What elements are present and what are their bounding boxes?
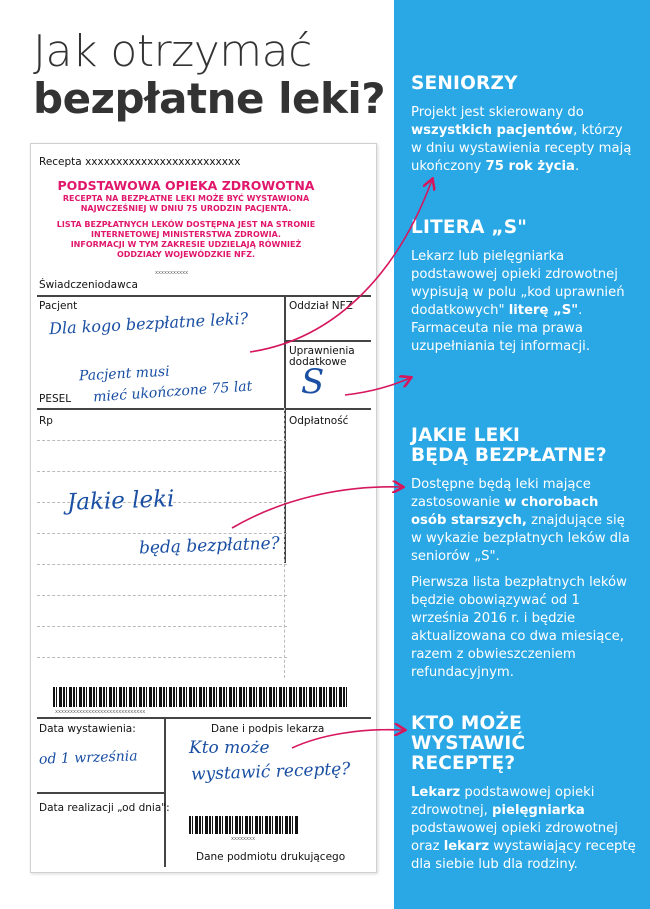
pacjent-label: Pacjent — [39, 300, 78, 312]
swiadczeniodawca-label: Świadczeniodawca — [39, 279, 138, 291]
stamp-line4: INTERNETOWEJ MINISTERSTWA ZDROWIA. — [91, 230, 281, 239]
divider — [37, 295, 371, 297]
info-panel — [394, 0, 650, 909]
recepta-label: Recepta xxxxxxxxxxxxxxxxxxxxxxxxx — [39, 156, 241, 168]
section-jakie — [411, 426, 636, 690]
section-heading: LITERA „S" — [411, 217, 528, 238]
handwritten-answer-line1: Pacjent musi — [78, 363, 171, 385]
page-title-line2: bezpłatne leki? — [33, 74, 386, 123]
section-seniorzy — [411, 74, 636, 184]
dane-lekarza-label: Dane i podpis lekarza — [211, 723, 325, 735]
dashed-divider — [37, 564, 287, 565]
handwritten-date: od 1 września — [38, 748, 138, 768]
dashed-divider — [37, 657, 287, 658]
section-text: Pierwsza lista bezpłatnych leków będzie obowiązywać od 1 września 2016 r. i będzie aktualizowana co dwa miesiące, razem z obwieszczeniem refundacyjnym. — [411, 575, 627, 680]
divider — [37, 408, 371, 410]
handwritten-s-letter: S — [301, 362, 325, 402]
dashed-divider — [37, 440, 287, 441]
handwritten-question: Dla kogo bezpłatne leki? — [48, 308, 249, 339]
section-text: Dostępne będą leki mające zastosowanie w chorobach osób starszych, znajdujące się w wykazie bezpłatnych leków dla seniorów „S". — [411, 477, 630, 564]
section-kto — [411, 714, 636, 882]
handwritten-kto-line2: wystawić receptę? — [190, 759, 351, 785]
prescription-form — [30, 143, 377, 873]
stamp-title: PODSTAWOWA OPIEKA ZDROWOTNA — [57, 178, 315, 193]
handwritten-answer-line2: mieć ukończone 75 lat — [92, 378, 253, 406]
barcode2-code: xxxxxxxx — [231, 836, 256, 842]
stamp-line5: INFORMACJI W TYM ZAKRESIE UDZIELAJĄ RÓWNIEŻ — [70, 240, 302, 249]
dashed-divider — [37, 471, 287, 472]
oddzial-label: Oddział NFZ — [289, 300, 353, 312]
divider — [37, 717, 371, 719]
barcode — [189, 816, 299, 834]
dane-podmiotu-label: Dane podmiotu drukującego — [196, 851, 346, 863]
data-realizacji-label: Data realizacji „od dnia": — [39, 802, 170, 814]
section-heading: SENIORZY — [411, 73, 518, 94]
handwritten-kto-line1: Kto może — [189, 738, 270, 758]
stamp-line6: ODDZIAŁY WOJEWÓDZKIE NFZ. — [116, 250, 256, 259]
odplatnosc-label: Odpłatność — [289, 415, 349, 427]
barcode — [53, 687, 349, 707]
section-litera — [411, 218, 636, 364]
data-wystawienia-label: Data wystawienia: — [39, 723, 136, 735]
stamp-line1: RECEPTA NA BEZPŁATNE LEKI MOŻE BYĆ WYSTAWIONA — [62, 194, 310, 203]
stamp-line2: NAJWCZEŚNIEJ W DNIU 75 URODZIN PACJENTA. — [80, 204, 292, 213]
section-text: Projekt jest skierowany do wszystkich pacjentów, którzy w dniu wystawienia recepty mają ukończony 75 rok życia. — [411, 105, 632, 174]
section-heading: KTO MOŻE WYSTAWIĆ RECEPTĘ? — [411, 713, 526, 774]
rp-label: Rp — [39, 415, 53, 427]
handwritten-rp-line2: będą bezpłatne? — [138, 533, 281, 559]
small-code: xxxxxxxxxxx — [155, 270, 189, 276]
dashed-divider — [37, 595, 287, 596]
barcode-code: xxxxxxxxxxxxxxxxxxxxxxxxxxxxxx — [55, 709, 146, 715]
divider — [37, 792, 165, 794]
section-text: Lekarz lub pielęgniarka podstawowej opieki zdrowotnej wypisują w polu „kod uprawnień dodatkowych" literę „S". Farmaceuta nie ma prawa uzupełniania tej informacji. — [411, 249, 625, 354]
uprawnienia-label: Uprawnienia — [289, 345, 355, 357]
handwritten-rp-line1: Jakie leki — [66, 486, 175, 516]
page-title-line1: Jak otrzymać — [33, 26, 312, 77]
dashed-divider — [37, 626, 287, 627]
pesel-label: PESEL — [39, 393, 72, 405]
divider — [284, 340, 371, 342]
stamp-line3: LISTA BEZPŁATNYCH LEKÓW DOSTĘPNA JEST NA STRONIE — [56, 220, 316, 229]
section-heading: JAKIE LEKI BĘDĄ BEZPŁATNE? — [411, 425, 607, 466]
dashed-vertical-divider — [284, 408, 285, 678]
dodatkowe-label: dodatkowe — [289, 356, 347, 368]
section-text: Lekarz podstawowej opieki zdrowotnej, pielęgniarka podstawowej opieki zdrowotnej oraz lekarz wystawiający receptę dla siebie lub dla rodziny. — [411, 785, 636, 872]
